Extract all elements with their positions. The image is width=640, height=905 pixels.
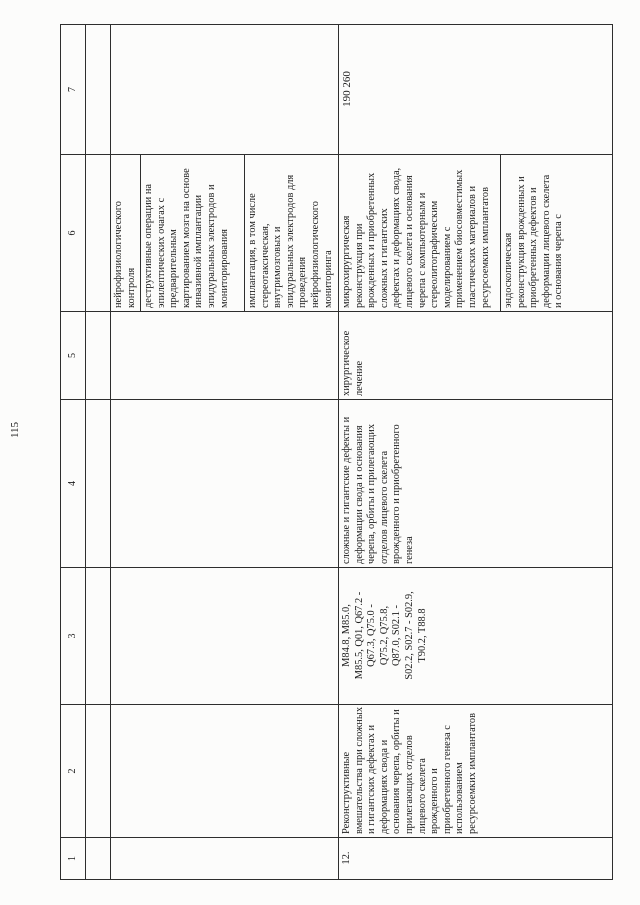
blank-row-cell [86,311,111,399]
header-col-1: 1 [61,837,86,879]
continuation-col-4 [111,399,339,567]
blank-row-cell [86,24,111,154]
row12-treatment-type: хирургическое лечение [339,311,613,399]
header-col-4: 4 [61,399,86,567]
row12-number: 12. [339,837,613,879]
blank-row-cell [86,154,111,311]
header-col-2: 2 [61,704,86,837]
row12-cost: 190 260 [339,24,613,154]
continuation-method-3: имплантация, в том числе стереотаксическая, внутримозговых и эпидуральных электродов для проведения нейрофизиологического мониторинга [245,154,339,311]
header-col-3: 3 [61,567,86,704]
header-col-6: 6 [61,154,86,311]
blank-row-cell [86,837,111,879]
continuation-col-5 [111,311,339,399]
continuation-col-2 [111,704,339,837]
continuation-col-7 [111,24,339,154]
header-col-7: 7 [61,24,86,154]
continuation-method-1: нейрофизиологического контроля [111,154,141,311]
row12-service-name: Реконструктивные вмешательства при сложных и гигантских дефектах и деформациях свода и основания черепа, орбиты и прилегающих отделов лицевого скелета врожденного и приобретенного генеза с использованием ресурсоемких имплантатов [339,704,613,837]
services-table [60,24,613,880]
row12-method-1: микрохирургическая реконструкция при врожденных и приобретенных сложных и гигантских дефектах и деформациях свода, лицевого скелета и основания черепа с компьютерным и стереолитографическим моделированием с применением биосовместимых пластических материалов и ресурсоемких имплантатов [339,154,501,311]
row12-method-2: эндоскопическая реконструкция врожденных и приобретенных дефектов и деформации лицевого скелета и основания черепа с [501,154,613,311]
blank-row-cell [86,399,111,567]
row12-patient-model: сложные и гигантские дефекты и деформации свода и основания черепа, орбиты и прилегающих отделов лицевого скелета врожденного и приобретенного генеза [339,399,613,567]
continuation-col-1 [111,837,339,879]
blank-row-cell [86,704,111,837]
continuation-method-2: деструктивные операции на эпилептических очагах с предварительным картированием мозга на основе инвазивной имплантации эпидуральных электродов и мониторирования [141,154,245,311]
header-col-5: 5 [61,311,86,399]
row12-icd-codes: M84.8, M85.0, M85.5, Q01, Q67.2 - Q67.3, Q75.0 - Q75.2, Q75.8, Q87.0, S02.1 - S02.2, S02.7 - S02.9, T90.2, T88.8 [339,567,613,704]
continuation-col-3 [111,567,339,704]
blank-row-cell [86,567,111,704]
page-number: 115 [9,421,21,439]
